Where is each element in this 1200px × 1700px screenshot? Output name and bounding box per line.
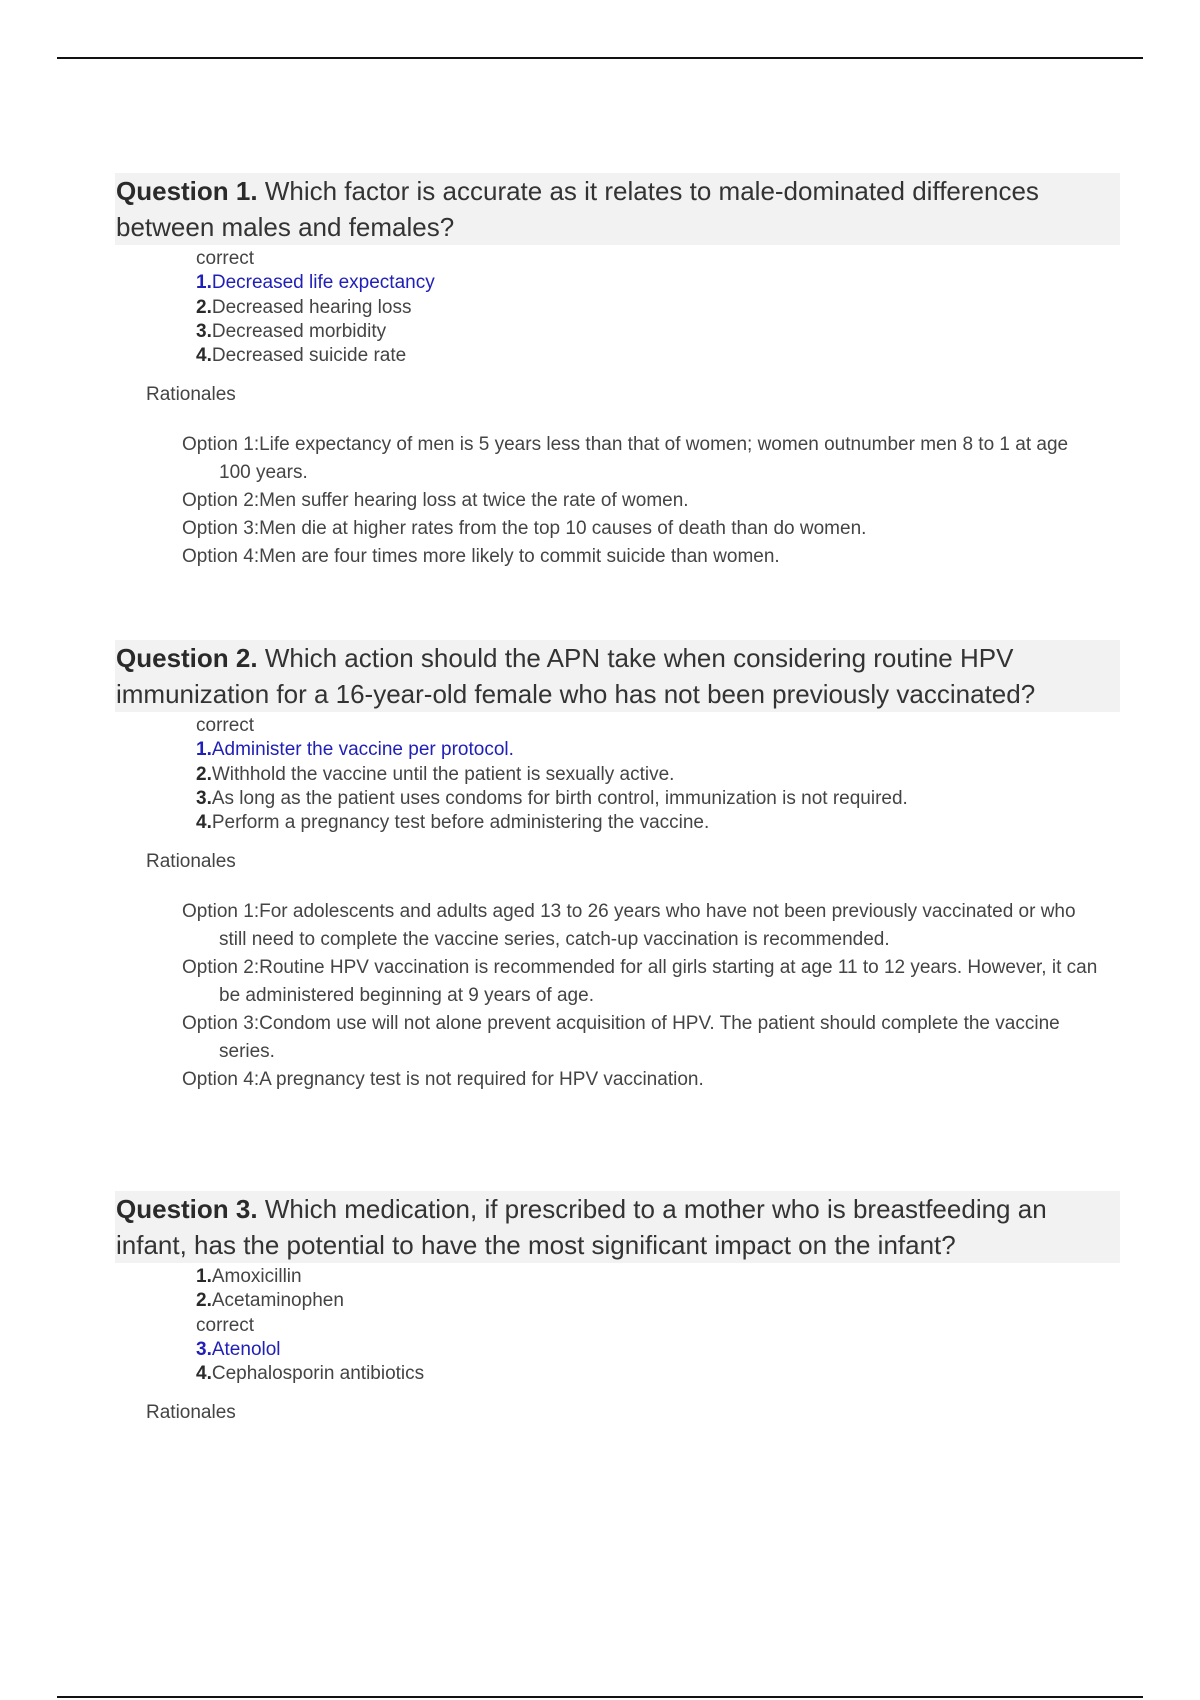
question-3-text: Which medication, if prescribed to a mother who is breastfeeding an infant, has the potential to have the most significant impact on the infant?: [116, 1194, 1047, 1260]
option-2[interactable]: 2.Acetaminophen: [196, 1290, 344, 1312]
correct-tag: correct: [196, 715, 255, 736]
footer-rule: [57, 1696, 1143, 1698]
question-1: [115, 173, 1120, 571]
correct-tag: correct: [196, 248, 255, 269]
option-1[interactable]: 1.Amoxicillin: [196, 1266, 302, 1287]
correct-tag: correct: [196, 1314, 255, 1336]
question-1-text: Which factor is accurate as it relates to male-dominated differences between males and females?: [116, 176, 1039, 242]
question-2-text: Which action should the APN take when considering routine HPV immunization for a 16-year-old female who has not been previously vaccinated?: [116, 643, 1036, 709]
rationale-2: Option 2:Men suffer hearing loss at twice the rate of women.: [182, 490, 689, 512]
rationale-3: Option 3:Men die at higher rates from the top 10 causes of death than do women.: [182, 518, 867, 540]
rationale-4: Option 4:Men are four times more likely to commit suicide than women.: [182, 546, 780, 568]
question-2-options: [196, 714, 1120, 835]
rationale-3: Option 3:Condom use will not alone prevent acquisition of HPV. The patient should complete the vaccine series.: [182, 1013, 1060, 1063]
rationale-1: Option 1:Life expectancy of men is 5 years less than that of women; women outnumber men 8 to 1 at age 100 years.: [182, 434, 1069, 484]
option-4[interactable]: 4.Cephalosporin antibiotics: [196, 1363, 425, 1385]
option-4[interactable]: 4.Perform a pregnancy test before administering the vaccine.: [196, 812, 710, 834]
option-3[interactable]: 3.As long as the patient uses condoms for birth control, immunization is not required.: [196, 787, 908, 809]
option-2[interactable]: 2.Withhold the vaccine until the patient is sexually active.: [196, 763, 675, 785]
rationales-heading: Rationales: [146, 851, 236, 873]
rationales-list: [182, 898, 1102, 1094]
question-3-heading: [115, 1191, 1120, 1263]
option-4[interactable]: 4.Decreased suicide rate: [196, 345, 407, 367]
rationales-heading: Rationales: [146, 384, 236, 406]
rationales-list: [182, 431, 1102, 571]
option-1[interactable]: 1.Administer the vaccine per protocol.: [196, 739, 514, 761]
rationale-1: Option 1:For adolescents and adults aged 13 to 26 years who have not been previously vaccinated or who still need to complete the vaccine series, catch-up vaccination is recommended.: [182, 901, 1076, 951]
question-3-options: [196, 1265, 1120, 1386]
question-3: [115, 1191, 1120, 1425]
rationale-2: Option 2:Routine HPV vaccination is recommended for all girls starting at age 11 to 12 years. However, it can be administered beginning at 9 years of age.: [182, 957, 1098, 1007]
option-3[interactable]: 3.Atenolol: [196, 1338, 281, 1360]
question-2-heading: [115, 640, 1120, 712]
rationales-heading: Rationales: [146, 1402, 236, 1424]
option-3[interactable]: 3.Decreased morbidity: [196, 320, 387, 342]
question-2-label: Question 2.: [116, 643, 258, 673]
question-3-label: Question 3.: [116, 1194, 258, 1224]
header-rule: [57, 57, 1143, 59]
question-1-label: Question 1.: [116, 176, 258, 206]
question-2: [115, 640, 1120, 1094]
question-1-options: [196, 247, 1120, 368]
option-2[interactable]: 2.Decreased hearing loss: [196, 296, 412, 318]
rationale-4: Option 4:A pregnancy test is not required for HPV vaccination.: [182, 1069, 704, 1091]
option-1[interactable]: 1.Decreased life expectancy: [196, 272, 435, 294]
question-1-heading: [115, 173, 1120, 245]
